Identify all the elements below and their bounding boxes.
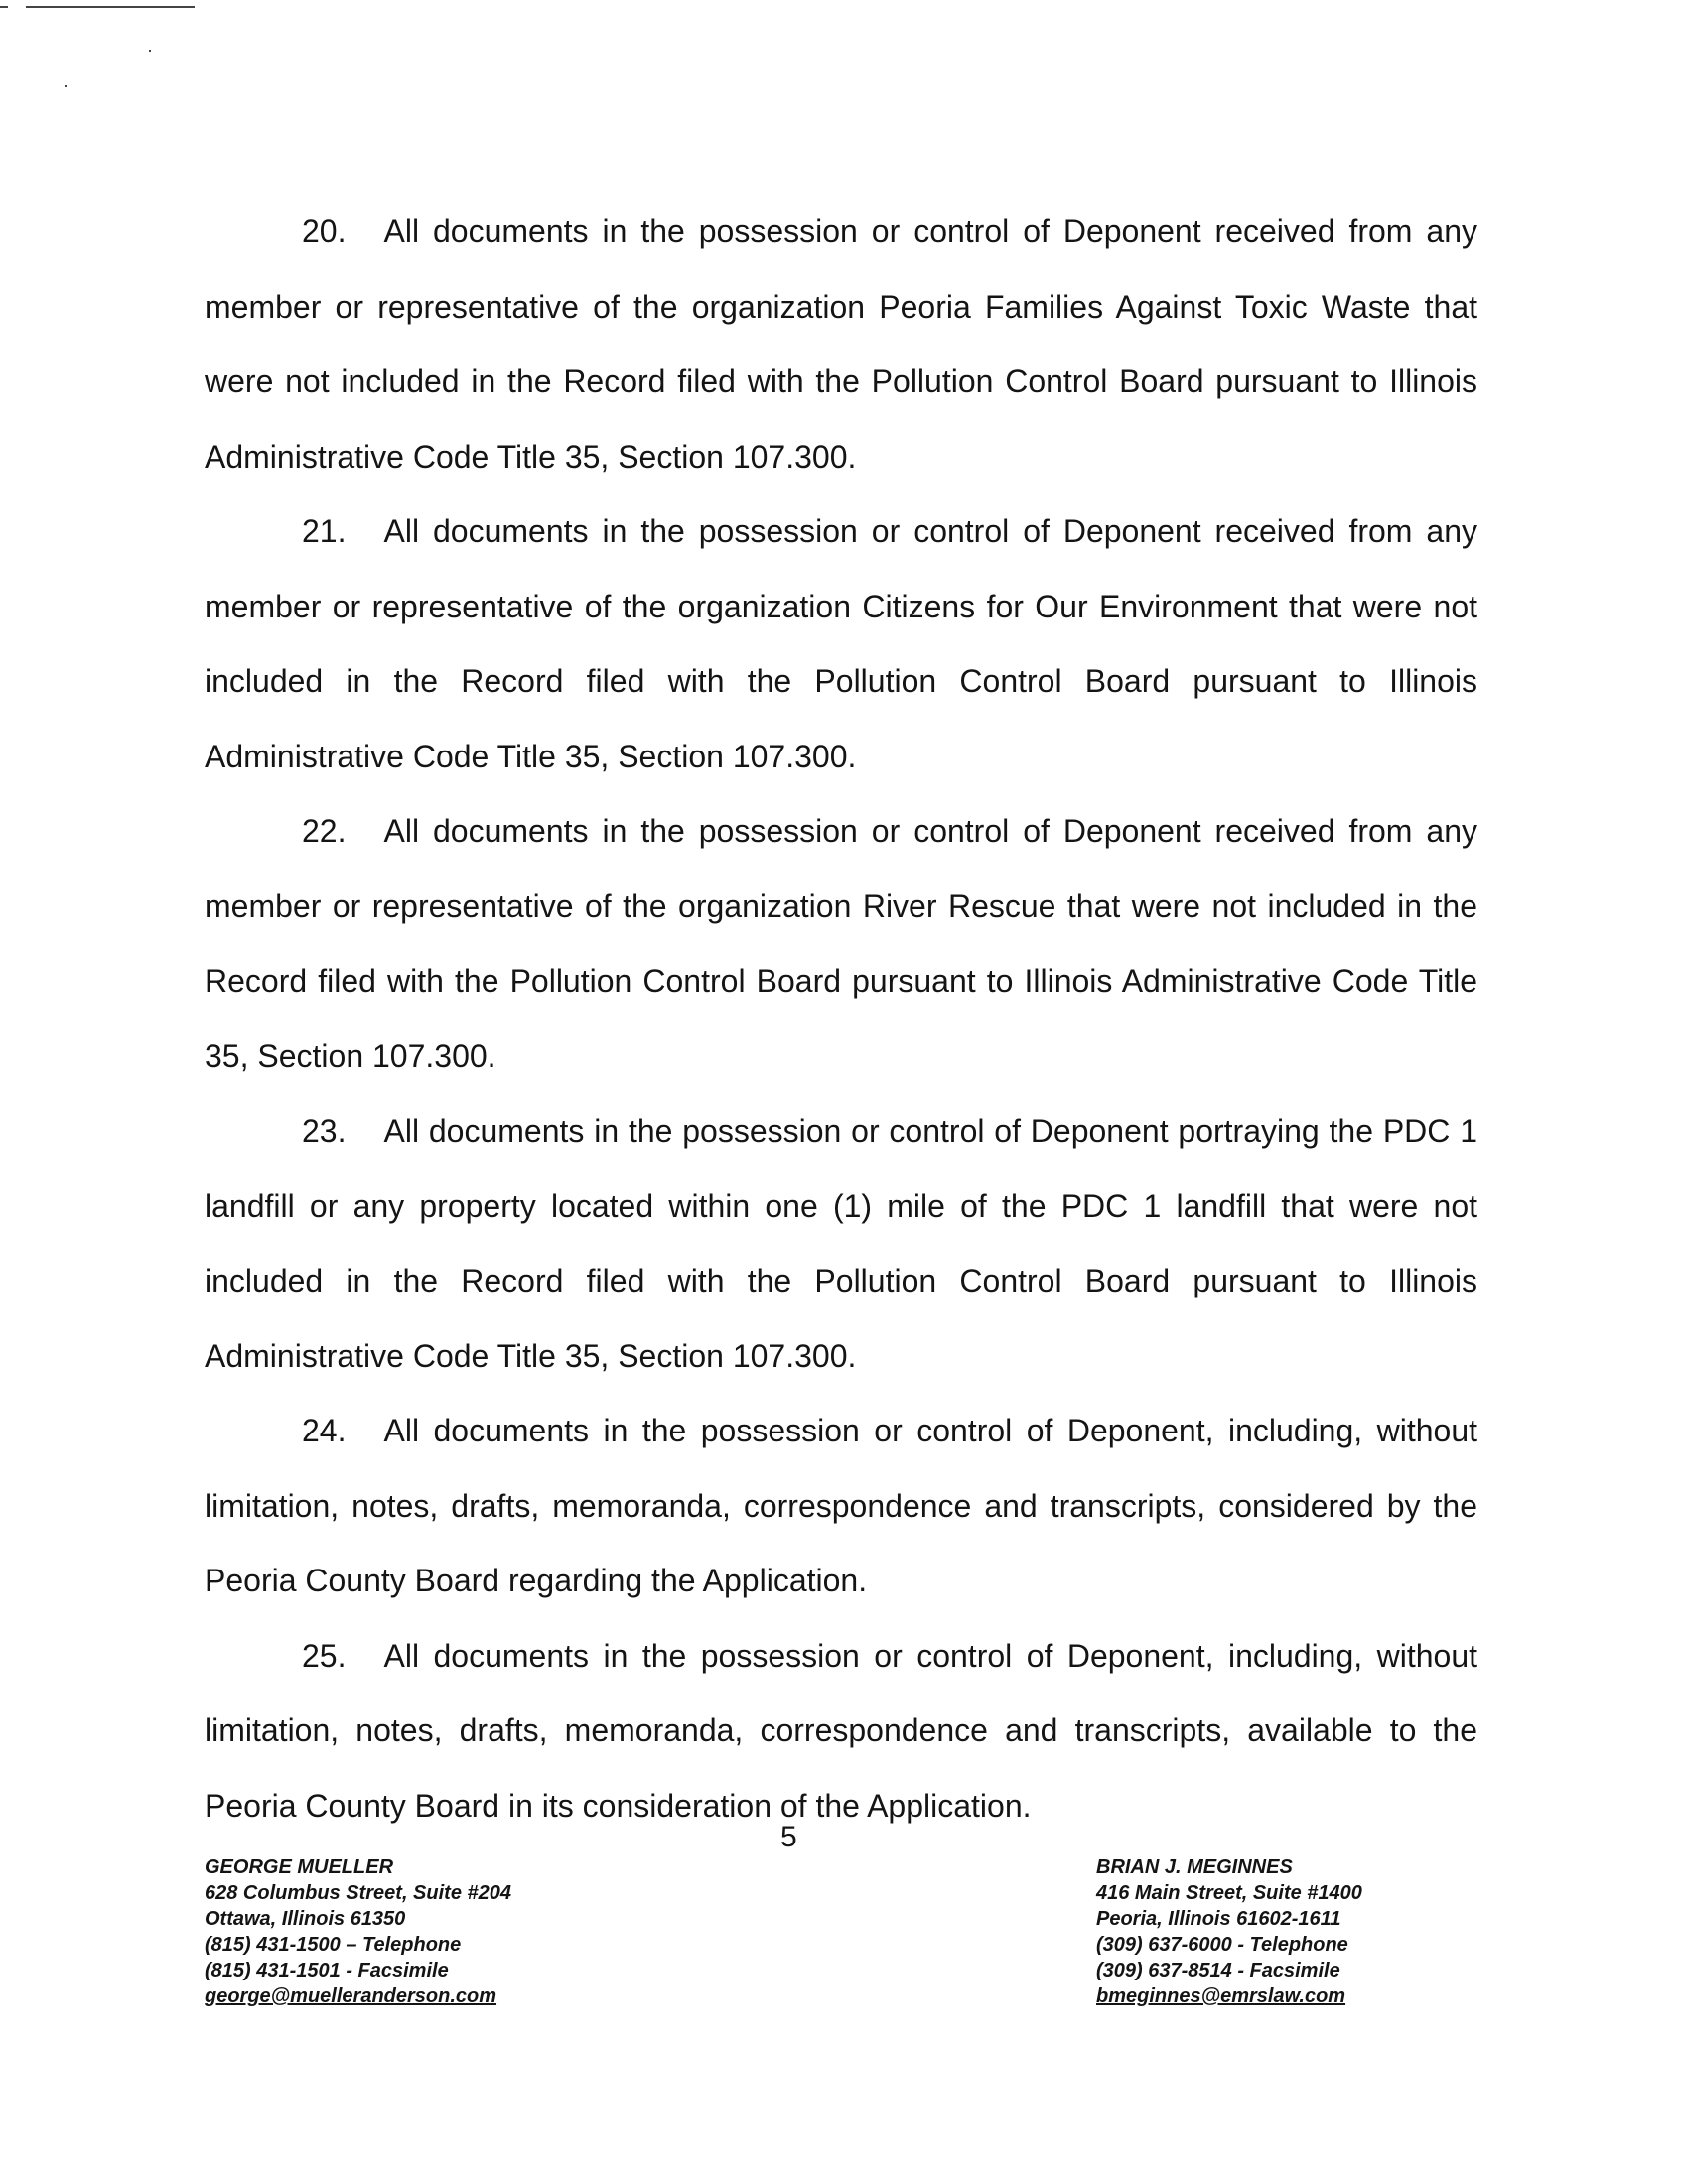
paragraph-number: 25.	[302, 1637, 347, 1674]
counsel-name: GEORGE MUELLER	[205, 1856, 394, 1878]
paragraph-number: 21.	[302, 513, 347, 549]
counsel-email-link[interactable]: george@muelleranderson.com	[205, 1985, 497, 2007]
paragraph-number: 24.	[302, 1413, 347, 1448]
paragraph-text: All documents in the possession or control of Deponent received from any member or representative of the organization Peoria Families Against Toxic Waste that were not included in the Record filed with the Pollution Control Board pursuant to Illinois Administrative Code Title 35, Section 107.300.	[205, 213, 1477, 475]
counsel-telephone: (309) 637-6000 - Telephone	[1096, 1934, 1348, 1956]
scan-artifact	[65, 85, 67, 87]
paragraph-text: All documents in the possession or control of Deponent received from any member or representative of the organization River Rescue that were not included in the Record filed with the Pollution Control Board pursuant to Illinois Administrative Code Title 35, Section 107.300.	[205, 813, 1477, 1074]
paragraph-24	[205, 1394, 1477, 1619]
paragraph-text: All documents in the possession or control of Deponent, including, without limitation, notes, drafts, memoranda, correspondence and transcripts, available to the Peoria County Board in its consideration of the Application.	[205, 1637, 1477, 1824]
paragraph-number: 20.	[302, 213, 347, 249]
paragraph-25	[205, 1619, 1477, 1844]
counsel-block-left	[205, 1854, 511, 2009]
counsel-address-line1: 628 Columbus Street, Suite #204	[205, 1882, 512, 1904]
paragraph-number: 23.	[302, 1113, 347, 1149]
paragraph-23	[205, 1094, 1477, 1394]
counsel-email-link[interactable]: bmeginnes@emrslaw.com	[1096, 1985, 1346, 2007]
paragraph-20	[205, 195, 1477, 494]
counsel-address-line1: 416 Main Street, Suite #1400	[1096, 1882, 1362, 1904]
page-number: 5	[780, 1821, 797, 1853]
paragraph-text: All documents in the possession or control of Deponent received from any member or representative of the organization Citizens for Our Environment that were not included in the Record filed with the Pollution Control Board pursuant to Illinois Administrative Code Title 35, Section 107.300.	[205, 513, 1477, 774]
paragraph-text: All documents in the possession or control of Deponent, including, without limitation, notes, drafts, memoranda, correspondence and transcripts, considered by the Peoria County Board regarding the Application.	[205, 1413, 1477, 1598]
counsel-facsimile: (815) 431-1501 - Facsimile	[205, 1960, 449, 1981]
paragraph-22	[205, 794, 1477, 1094]
paragraph-text: All documents in the possession or control of Deponent portraying the PDC 1 landfill or any property located within one (1) mile of the PDC 1 landfill that were not included in the Record filed with the Pollution Control Board pursuant to Illinois Administrative Code Title 35, Section 107.300.	[205, 1113, 1477, 1374]
paragraph-number: 22.	[302, 813, 347, 849]
document-body	[205, 195, 1477, 1843]
counsel-facsimile: (309) 637-8514 - Facsimile	[1096, 1960, 1340, 1981]
scan-artifact	[26, 6, 195, 8]
counsel-telephone: (815) 431-1500 – Telephone	[205, 1934, 462, 1956]
counsel-block-right	[1096, 1854, 1362, 2009]
counsel-address-line2: Peoria, Illinois 61602-1611	[1096, 1908, 1341, 1930]
scan-artifact	[149, 50, 151, 52]
scan-artifact	[0, 6, 8, 8]
paragraph-21	[205, 494, 1477, 794]
counsel-name: BRIAN J. MEGINNES	[1096, 1856, 1293, 1878]
counsel-address-line2: Ottawa, Illinois 61350	[205, 1908, 406, 1930]
